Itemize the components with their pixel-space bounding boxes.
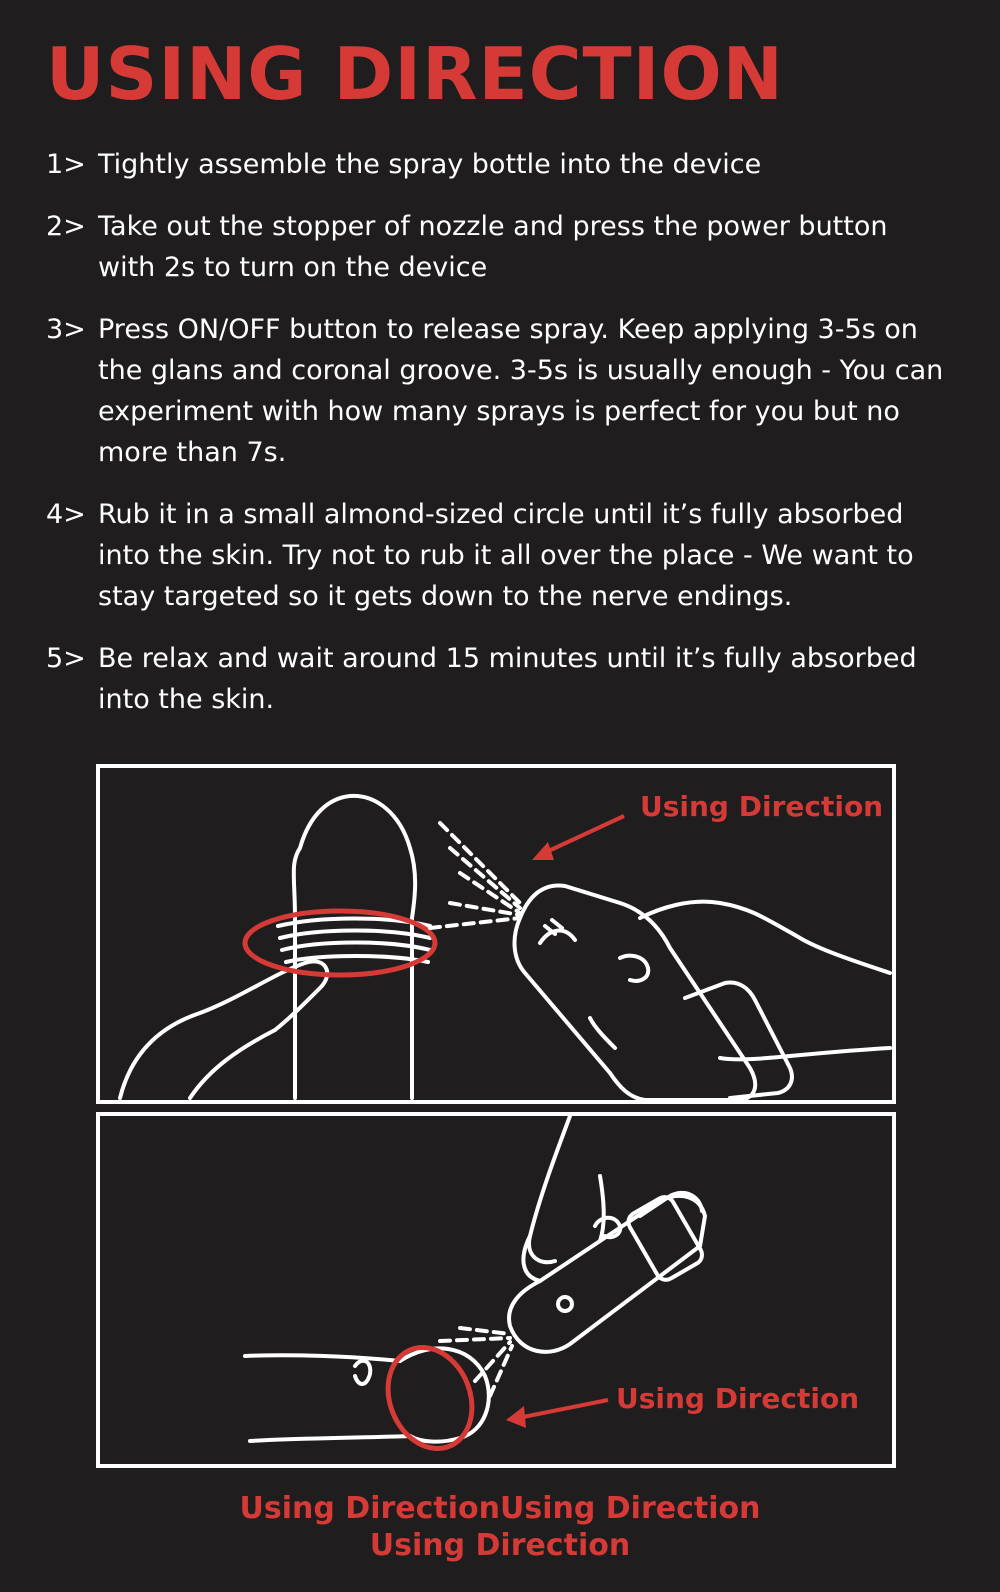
step-text: Be relax and wait around 15 minutes until it’s fully absorbed into the skin.	[98, 643, 917, 715]
step-number: 4>	[46, 499, 86, 530]
direction-label-top: Using Direction	[640, 790, 884, 823]
step-text: Press ON/OFF button to release spray. Keep applying 3-5s on the glans and coronal groove. 3-5s is usually enough - You can experiment with how many sprays is perfect for you but no more than 7s.	[98, 314, 944, 468]
step-item	[46, 638, 946, 720]
illustration-panel-top	[96, 764, 896, 1104]
step-number: 5>	[46, 643, 86, 674]
direction-label-bottom: Using Direction	[616, 1382, 860, 1415]
step-item	[46, 144, 946, 185]
step-text: Take out the stopper of nozzle and press the power button with 2s to turn on the device	[98, 211, 888, 283]
step-item	[46, 494, 946, 617]
illustration-panel-bottom	[96, 1112, 896, 1468]
footer-line-1: Using DirectionUsing Direction	[239, 1491, 761, 1526]
footer-line-2: Using Direction	[369, 1528, 631, 1563]
step-item	[46, 206, 946, 288]
footer-caption	[0, 1490, 1000, 1564]
step-number: 2>	[46, 211, 86, 242]
step-text: Tightly assemble the spray bottle into the device	[98, 149, 762, 180]
step-number: 1>	[46, 149, 86, 180]
steps-list	[46, 144, 946, 741]
arrow-left-icon	[502, 1388, 612, 1432]
step-text: Rub it in a small almond-sized circle until it’s fully absorbed into the skin. Try not to rub it all over the place - We want to stay targeted so it gets down to the nerve endings.	[98, 499, 914, 612]
arrow-left-icon	[528, 810, 628, 866]
step-item	[46, 309, 946, 473]
step-number: 3>	[46, 314, 86, 345]
page-title: USING DIRECTION	[46, 32, 784, 116]
